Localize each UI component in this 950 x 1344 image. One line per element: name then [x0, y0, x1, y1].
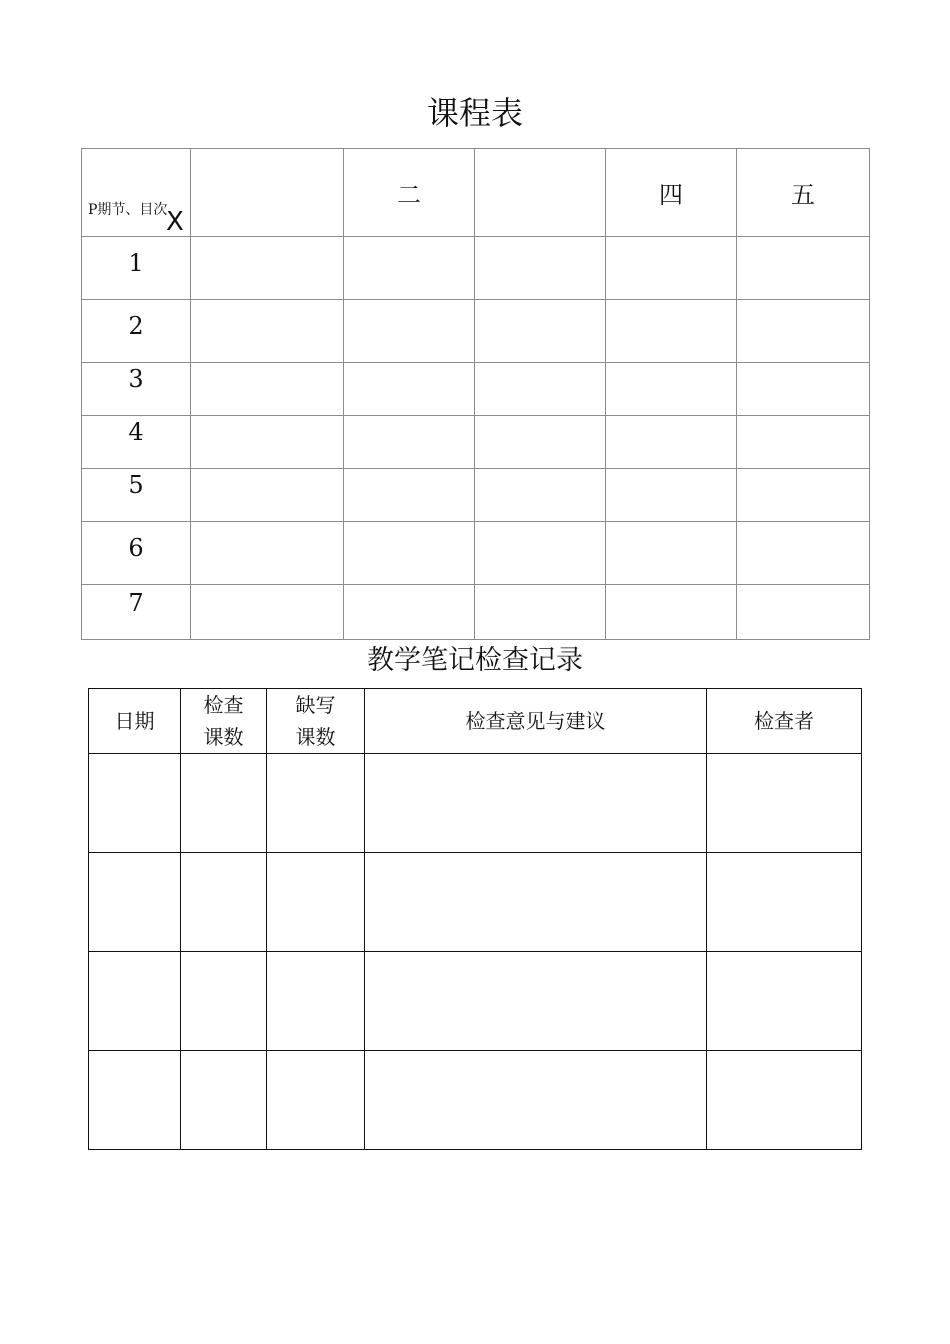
schedule-cell [606, 469, 737, 522]
missing-count-cell [267, 1051, 365, 1150]
schedule-row [82, 237, 870, 300]
schedule-cell [606, 416, 737, 469]
schedule-cell [606, 237, 737, 300]
inspection-table [88, 688, 862, 1150]
missing-count-cell [267, 754, 365, 853]
schedule-row [82, 469, 870, 522]
schedule-cell [344, 522, 475, 585]
inspection-row [89, 952, 862, 1051]
period-label: 2 [82, 300, 191, 363]
schedule-cell [475, 416, 606, 469]
period-label: 7 [82, 585, 191, 640]
schedule-cell [737, 363, 870, 416]
inspection-header-row [89, 689, 862, 754]
schedule-cell [191, 300, 344, 363]
period-label: 5 [82, 469, 191, 522]
schedule-cell [737, 522, 870, 585]
schedule-row [82, 585, 870, 640]
schedule-cell [737, 416, 870, 469]
schedule-cell [475, 469, 606, 522]
schedule-row [82, 363, 870, 416]
inspector-cell [707, 1051, 862, 1150]
opinion-header: 检查意见与建议 [365, 689, 707, 754]
schedule-corner-cell [82, 149, 191, 237]
schedule-cell [737, 300, 870, 363]
date-header: 日期 [89, 689, 181, 754]
schedule-cell [191, 416, 344, 469]
schedule-table [81, 148, 870, 640]
schedule-cell [344, 363, 475, 416]
schedule-cell [344, 585, 475, 640]
schedule-row [82, 416, 870, 469]
day-header-3 [475, 149, 606, 237]
missing-count-cell [267, 952, 365, 1051]
date-cell [89, 754, 181, 853]
period-label: 3 [82, 363, 191, 416]
schedule-header-row [82, 149, 870, 237]
corner-mark: X [166, 207, 184, 237]
day-header-1 [191, 149, 344, 237]
schedule-cell [344, 300, 475, 363]
checked-count-cell [181, 853, 267, 952]
opinion-cell [365, 952, 707, 1051]
schedule-cell [475, 522, 606, 585]
missing-count-header-line2: 课数 [295, 725, 336, 749]
inspection-title: 教学笔记检查记录 [367, 645, 583, 676]
schedule-cell [606, 585, 737, 640]
schedule-cell [344, 416, 475, 469]
checked-count-header [181, 689, 267, 754]
date-cell [89, 853, 181, 952]
schedule-cell [475, 300, 606, 363]
period-label: 6 [82, 522, 191, 585]
checked-count-cell [181, 952, 267, 1051]
inspector-cell [707, 754, 862, 853]
inspection-row [89, 754, 862, 853]
opinion-cell [365, 1051, 707, 1150]
checked-count-header-line1: 检查 [203, 693, 244, 717]
checked-count-cell [181, 1051, 267, 1150]
schedule-cell [191, 363, 344, 416]
schedule-cell [191, 585, 344, 640]
checked-count-cell [181, 754, 267, 853]
corner-label: P期节、目次 [88, 202, 168, 218]
schedule-cell [606, 363, 737, 416]
schedule-row [82, 300, 870, 363]
schedule-cell [191, 469, 344, 522]
inspection-row [89, 853, 862, 952]
inspector-cell [707, 952, 862, 1051]
missing-count-header-line1: 缺写 [295, 693, 336, 717]
schedule-cell [737, 237, 870, 300]
day-header-5: 五 [737, 149, 870, 237]
checked-count-header-line2: 课数 [203, 725, 244, 749]
opinion-cell [365, 754, 707, 853]
schedule-cell [191, 522, 344, 585]
missing-count-header [267, 689, 365, 754]
inspection-row [89, 1051, 862, 1150]
inspector-cell [707, 853, 862, 952]
schedule-title: 课程表 [426, 94, 523, 132]
period-label: 4 [82, 416, 191, 469]
opinion-cell [365, 853, 707, 952]
inspector-header: 检查者 [707, 689, 862, 754]
date-cell [89, 1051, 181, 1150]
schedule-cell [475, 585, 606, 640]
schedule-row [82, 522, 870, 585]
missing-count-cell [267, 853, 365, 952]
schedule-cell [344, 237, 475, 300]
date-cell [89, 952, 181, 1051]
schedule-cell [737, 469, 870, 522]
schedule-cell [344, 469, 475, 522]
day-header-2: 二 [344, 149, 475, 237]
schedule-cell [475, 237, 606, 300]
schedule-cell [475, 363, 606, 416]
schedule-cell [737, 585, 870, 640]
period-label: 1 [82, 237, 191, 300]
schedule-cell [606, 300, 737, 363]
schedule-cell [606, 522, 737, 585]
day-header-4: 四 [606, 149, 737, 237]
schedule-cell [191, 237, 344, 300]
